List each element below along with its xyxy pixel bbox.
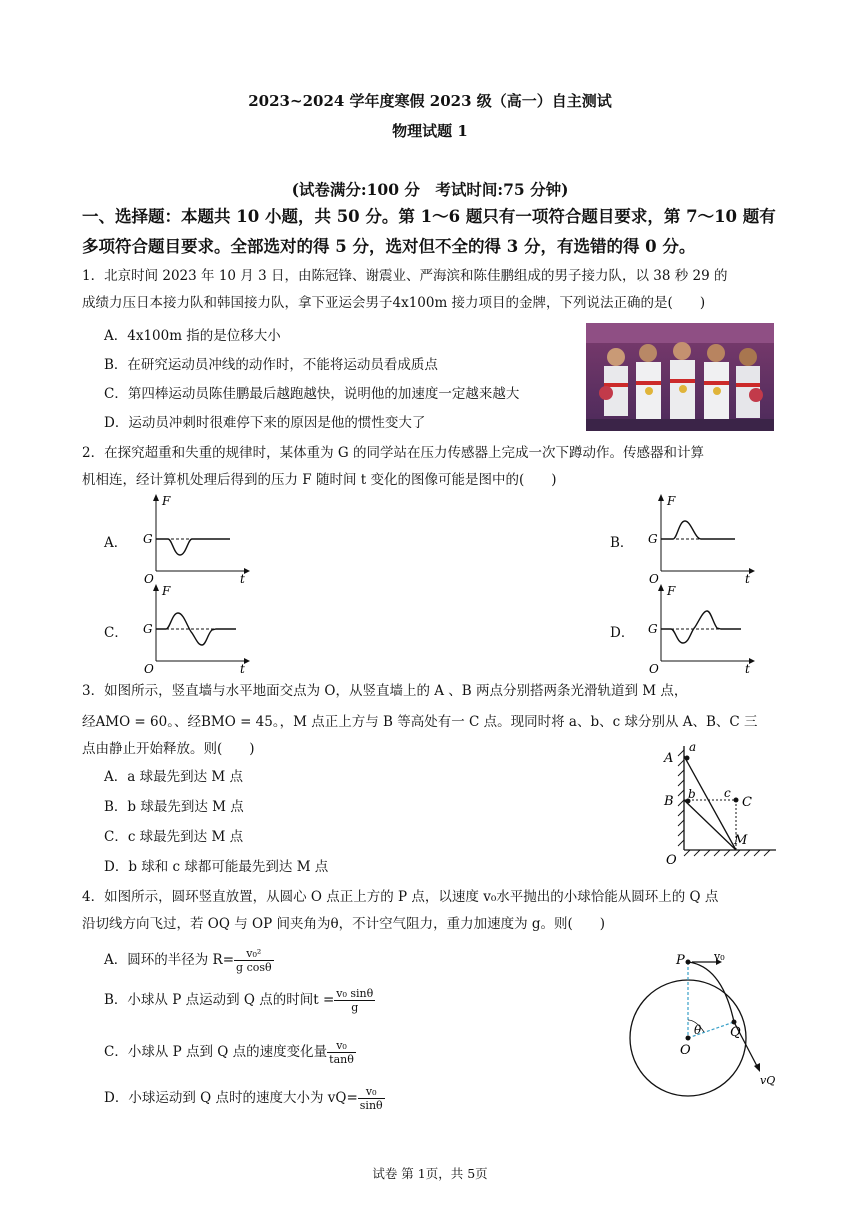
q4-label-v0: v₀ bbox=[714, 950, 725, 963]
q1-option-c[interactable]: C．第四棒运动员陈佳鹏最后越跑越快，说明他的加速度一定越来越大 bbox=[104, 386, 520, 402]
page-footer: 试卷 第 1页，共 5页 bbox=[372, 1166, 488, 1181]
q2-a-g: G bbox=[143, 532, 153, 546]
q2-d-g: G bbox=[648, 622, 658, 636]
q2-a-axis-t: t bbox=[240, 572, 245, 583]
q2-graph-d bbox=[645, 583, 755, 677]
q2-option-c-label[interactable]: C． bbox=[104, 625, 128, 641]
q4-option-b-fraction bbox=[334, 987, 375, 1014]
q4-ring-figure bbox=[622, 948, 782, 1112]
q2-c-axis-t: t bbox=[240, 662, 245, 673]
q2-a-axis-f: F bbox=[162, 494, 171, 508]
q2-graph-a bbox=[140, 493, 250, 587]
q2-stem-line1: 2．在探究超重和失重的规律时，某体重为 G 的同学站在压力传感器上完成一次下蹲动作。传感器和计算 bbox=[82, 445, 704, 461]
q4-label-Q: Q bbox=[730, 1025, 741, 1040]
q2-b-g: G bbox=[648, 532, 658, 546]
q2-c-origin: O bbox=[144, 662, 154, 673]
q4-option-a-num: v₀² bbox=[234, 947, 274, 961]
q1-option-b[interactable]: B．在研究运动员冲线的动作时，不能将运动员看成质点 bbox=[104, 357, 438, 373]
q4-label-theta: θ bbox=[694, 1023, 702, 1037]
q3-option-a[interactable]: A．a 球最先到达 M 点 bbox=[104, 769, 243, 785]
q4-option-c[interactable] bbox=[104, 1039, 356, 1066]
section-heading-line2: 多项符合题目要求。全部选对的得 5 分，选对但不全的得 3 分，有选错的得 0 分。 bbox=[82, 237, 696, 256]
q4-option-a-fraction bbox=[234, 947, 274, 974]
q3-label-B: B bbox=[664, 794, 674, 809]
q2-option-a-label[interactable]: A． bbox=[104, 535, 128, 551]
q3-stem-line3: 点由静止开始释放。则( ) bbox=[82, 741, 255, 757]
q4-option-c-fraction bbox=[327, 1039, 356, 1066]
q4-option-d-fraction bbox=[358, 1085, 385, 1112]
q4-option-b-num: v₀ sinθ bbox=[336, 987, 374, 1000]
q2-d-axis-f: F bbox=[667, 584, 676, 598]
q2-d-origin: O bbox=[649, 662, 659, 673]
q4-option-b-text: B．小球从 P 点运动到 Q 点的时间t = bbox=[104, 992, 335, 1008]
q4-option-c-text: C．小球从 P 点到 Q 点的速度变化量 bbox=[104, 1044, 328, 1060]
q4-stem-line2: 沿切线方向飞过，若 OQ 与 OP 间夹角为θ，不计空气阻力，重力加速度为 g。则( ) bbox=[82, 916, 606, 932]
relay-team-photo bbox=[586, 323, 774, 431]
q3-option-d[interactable]: D．b 球和 c 球都可能最先到达 M 点 bbox=[104, 859, 329, 875]
section-heading-line1: 一、选择题：本题共 10 小题，共 50 分。第 1～6 题只有一项符合题目要求，第 7～10 题有 bbox=[82, 207, 776, 226]
q4-label-vQ: vQ bbox=[760, 1074, 776, 1087]
q2-option-d-label[interactable]: D． bbox=[610, 625, 635, 641]
q2-stem-line2: 机相连，经计算机处理后得到的压力 F 随时间 t 变化的图像可能是图中的( ) bbox=[82, 472, 557, 488]
q2-a-origin: O bbox=[144, 572, 154, 583]
q3-stem-line1: 3．如图所示，竖直墙与水平地面交点为 O，从竖直墙上的 A 、B 两点分别搭两条光滑轨道到 M 点， bbox=[82, 683, 688, 699]
q2-b-axis-t: t bbox=[745, 572, 750, 583]
q4-option-a[interactable] bbox=[104, 947, 274, 974]
q3-label-M: M bbox=[734, 833, 748, 848]
q2-graph-c bbox=[140, 583, 250, 677]
q4-option-d[interactable] bbox=[104, 1085, 385, 1112]
q4-stem-line1: 4．如图所示，圆环竖直放置，从圆心 O 点正上方的 P 点，以速度 v₀水平抛出的小球恰能从圆环上的 Q 点 bbox=[82, 889, 719, 905]
q3-track-figure bbox=[656, 738, 781, 872]
q2-b-axis-f: F bbox=[667, 494, 676, 508]
q2-graph-b bbox=[645, 493, 755, 587]
q4-option-c-den: tanθ bbox=[329, 1053, 354, 1066]
q2-d-axis-t: t bbox=[745, 662, 750, 673]
exam-subtitle: 物理试题 1 bbox=[392, 122, 468, 140]
exam-info: (试卷满分:100 分 考试时间:75 分钟) bbox=[291, 180, 569, 199]
q4-option-b-den: g bbox=[351, 1001, 359, 1014]
q4-option-c-num: v₀ bbox=[327, 1039, 356, 1053]
q1-stem-line2: 成绩力压日本接力队和韩国接力队，拿下亚运会男子4x100m 接力项目的金牌，下列说法正确的是( ) bbox=[82, 295, 706, 311]
q3-label-O: O bbox=[666, 853, 677, 868]
q3-label-A: A bbox=[664, 751, 674, 766]
q3-option-b[interactable]: B．b 球最先到达 M 点 bbox=[104, 799, 244, 815]
q3-label-C: C bbox=[742, 795, 752, 810]
q4-option-b[interactable] bbox=[104, 987, 375, 1014]
q4-option-d-den: sinθ bbox=[359, 1099, 383, 1112]
q4-label-P: P bbox=[676, 953, 685, 968]
q2-option-b-label[interactable]: B． bbox=[610, 535, 634, 551]
q2-c-axis-f: F bbox=[162, 584, 171, 598]
q3-label-c: c bbox=[724, 786, 731, 800]
q4-option-a-text: A．圆环的半径为 R= bbox=[104, 952, 235, 968]
q3-label-b: b bbox=[688, 787, 696, 801]
exam-title: 2023~2024 学年度寒假 2023 级（高一）自主测试 bbox=[248, 92, 612, 110]
q3-option-c[interactable]: C．c 球最先到达 M 点 bbox=[104, 829, 244, 845]
q4-option-d-num: v₀ bbox=[358, 1085, 385, 1099]
q2-b-origin: O bbox=[649, 572, 659, 583]
q4-label-O: O bbox=[680, 1043, 691, 1058]
q4-option-a-den: g cosθ bbox=[236, 961, 272, 974]
q1-option-d[interactable]: D．运动员冲刺时很难停下来的原因是他的惯性变大了 bbox=[104, 415, 426, 431]
q4-option-d-text: D．小球运动到 Q 点时的速度大小为 vQ= bbox=[104, 1090, 358, 1106]
q2-c-g: G bbox=[143, 622, 153, 636]
q1-option-a[interactable]: A．4x100m 指的是位移大小 bbox=[104, 328, 281, 344]
q1-stem-line1: 1．北京时间 2023 年 10 月 3 日，由陈冠锋、谢震业、严海滨和陈佳鹏组成的男子接力队，以 38 秒 29 的 bbox=[82, 268, 728, 284]
q3-label-a: a bbox=[689, 740, 697, 754]
q3-stem-line2: 经AMO = 60。、经BMO = 45。，M 点正上方与 B 等高处有一 C 点。现同时将 a、b、c 球分别从 A、B、C 三 bbox=[82, 714, 758, 730]
